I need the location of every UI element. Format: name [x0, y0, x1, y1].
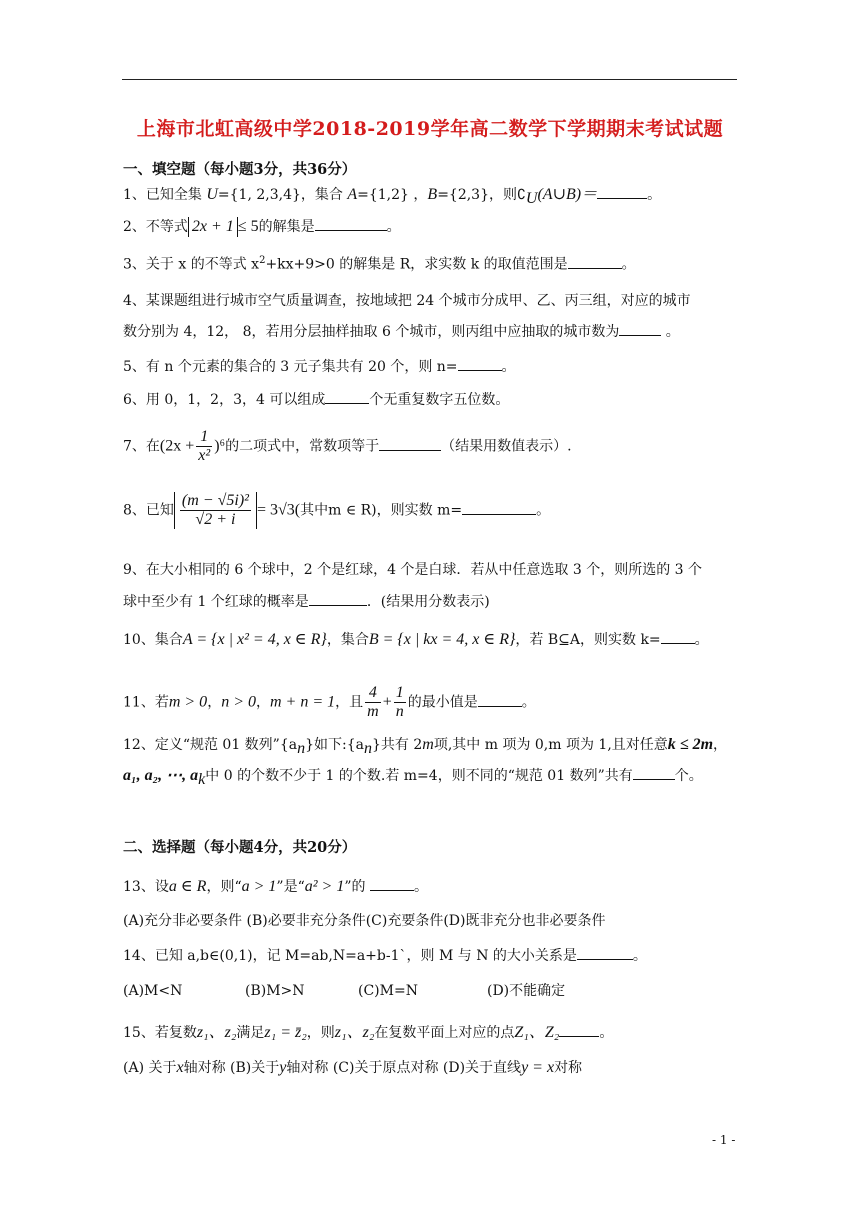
q1-expression: (A∪B)＝ [537, 186, 598, 203]
question-15-options [123, 1058, 582, 1078]
header-rule [122, 79, 737, 80]
q12-subscript-k: k [198, 770, 206, 788]
section-choice-heading: 二、选择题（每小题4分，共20分） [123, 839, 357, 856]
answer-blank [325, 389, 369, 404]
q13-text: ”的 [344, 879, 370, 895]
q8-abs-expression [174, 492, 257, 529]
q3-text: 。 [621, 256, 636, 273]
answer-blank [619, 321, 661, 336]
q2-text: 2、不等式 [123, 219, 188, 235]
q1-set-b: B [427, 186, 438, 203]
q15-option-text: 对称 [554, 1060, 583, 1076]
q10-text: ，集合 [326, 632, 369, 648]
page-number: - 1 - [712, 1133, 736, 1147]
q12-condition: k ≤ 2m [667, 736, 714, 753]
question-14 [123, 945, 647, 966]
answer-blank [315, 216, 387, 231]
q7-fraction [196, 428, 212, 465]
q15-text: 在复数平面上对应的点 [374, 1025, 515, 1041]
question-8 [123, 492, 550, 529]
question-13-options: (A)充分非必要条件 (B)必要非充分条件(C)充要条件(D)既非充分也非必要条件 [123, 913, 606, 929]
q11-denominator-2: n [395, 703, 404, 720]
q1-set-u: U [206, 186, 218, 203]
answer-blank [559, 1022, 599, 1037]
q11-separator: ， [255, 694, 270, 711]
question-11 [123, 684, 536, 721]
q15-axis-y: y [279, 1059, 287, 1076]
q7-text: （结果用数值表示）. [441, 438, 572, 455]
question-4-line-1: 4、某课题组进行城市空气质量调查，按地域把 24 个城市分成甲、乙、丙三组，对应的城市 [123, 293, 691, 309]
q3-text: +kx+9>0 的解集是 R，求实数 k 的取值范围是 [265, 256, 568, 273]
q12-text: }如下:{a [305, 737, 364, 753]
question-9-line-1: 9、在大小相同的 6 个球中，2 个是红球，4 个是白球．若从中任意选取 3 个，则所选的 3 个 [123, 562, 703, 578]
q1-set-a: A [347, 186, 358, 203]
question-3 [123, 251, 636, 275]
q11-text: 的最小值是 [407, 694, 478, 711]
q13-statement-q: a² > 1 [304, 878, 345, 895]
q11-plus: + [382, 693, 392, 711]
q4-text: 数分别为 4，12， 8，若用分层抽样抽取 6 个城市，则丙组中应抽取的城市数为 [123, 324, 620, 340]
answer-blank [633, 765, 675, 780]
q8-numerator: (m − √5i)² [181, 492, 249, 509]
q13-text: ”是“ [276, 879, 305, 895]
q12-text: 12、定义“规范 01 数列”{a [123, 737, 298, 753]
q15-points: Z₁、Z₂ [514, 1024, 560, 1041]
question-15 [123, 1022, 613, 1043]
q1-text: ={1, 2,3,4}，集合 [217, 187, 348, 203]
q1-text: ={2,3}，则∁ [437, 187, 526, 203]
answer-blank [661, 629, 695, 644]
q10-text: 10、集合 [123, 632, 183, 648]
q11-condition-n: n > 0 [221, 693, 256, 711]
q12-text: 项,其中 m 项为 0,m 项为 1,且对任意 [433, 737, 668, 753]
q12-text: 中 0 的个数不少于 1 的个数.若 m=4，则不同的“规范 01 数列”共有 [205, 768, 633, 784]
q1-text: 1、已知全集 [123, 187, 207, 203]
q11-fraction-2 [394, 684, 406, 721]
answer-blank [309, 591, 367, 606]
q14-option-b: (B)M>N [245, 983, 305, 999]
q8-text: 8、已知 [123, 502, 174, 519]
q13-statement-p: a > 1 [241, 878, 277, 895]
q8-text: 。 [536, 502, 551, 519]
q10-text: ，若 B⊆A，则实数 k= [515, 632, 661, 648]
q2-text: 的解集是 [258, 219, 315, 235]
question-9-line-2 [123, 591, 490, 612]
question-13 [123, 876, 428, 897]
q15-complex-numbers: z₁、z₂ [196, 1024, 237, 1041]
page-title: 上海市北虹高级中学2018-2019学年高二数学下学期期末考试试题 [136, 118, 724, 140]
q12-text: 个。 [674, 768, 703, 784]
q6-text: 6、用 0，1，2，3，4 可以组成 [123, 392, 326, 408]
q14-option-c: (C)M=N [358, 983, 418, 999]
answer-blank [577, 945, 633, 960]
q12-text: ， [713, 737, 728, 753]
q15-text: 15、若复数 [123, 1025, 197, 1041]
q13-text: 13、设 [123, 879, 169, 895]
q14-text: 14、已知 a,b∈(0,1)，记 M=ab,N=a+b-1`，则 M 与 N 的大小关系是 [123, 948, 577, 964]
q15-text: 满足 [236, 1025, 265, 1041]
q15-option-text: 轴对称 (C)关于原点对称 (D)关于直线 [286, 1060, 522, 1076]
q9-text: ．(结果用分数表示) [366, 594, 490, 610]
q6-text: 个无重复数字五位数。 [369, 392, 510, 408]
q13-text: ，则“ [206, 879, 242, 895]
q12-subscript: n [364, 739, 372, 757]
answer-blank [379, 436, 441, 451]
question-12-line-1 [123, 735, 727, 759]
q2-inequality: ≤ 5 [237, 218, 259, 235]
section-fill-in-heading: 一、填空题（每小题3分，共36分） [123, 161, 357, 178]
q15-option-text: 轴对称 (B)关于 [183, 1060, 280, 1076]
q7-text: 的二项式中，常数项等于 [225, 438, 380, 455]
q15-text: 。 [599, 1025, 614, 1041]
question-1 [123, 184, 661, 209]
q11-text: ，且 [335, 694, 364, 711]
question-5 [123, 356, 516, 377]
q15-option-text: (A) 关于 [123, 1060, 177, 1076]
q11-text: 。 [521, 694, 536, 711]
q12-text: }共有 2 [372, 737, 423, 753]
q10-set-a: A = {x | x² = 4, x ∈ R} [182, 631, 327, 648]
q15-condition: z₁ = z̄₂ [264, 1024, 307, 1041]
q15-complex-numbers: z₁、z₂ [334, 1024, 375, 1041]
q7-denominator: x² [198, 447, 211, 464]
q11-condition-m: m > 0 [168, 693, 208, 711]
q15-axis-x: x [176, 1059, 184, 1076]
q12-subscript: n [297, 739, 306, 757]
q8-text: ，则实数 m= [376, 502, 463, 519]
q14-text: 。 [632, 948, 647, 964]
q7-text: 7、在 [123, 438, 160, 455]
q7-binomial-start: (2x + [159, 437, 195, 455]
q1-text: ={1,2} ， [357, 187, 428, 203]
q2-text: 。 [386, 219, 401, 235]
answer-blank [478, 692, 522, 707]
q11-text: 11、若 [123, 694, 169, 711]
question-2 [123, 216, 401, 237]
answer-blank [597, 184, 647, 199]
q4-text: 。 [661, 324, 680, 340]
q8-fraction [180, 492, 251, 529]
q15-text: ，则 [306, 1025, 335, 1041]
q8-condition: 其中m ∈ R) [300, 502, 377, 519]
q7-numerator: 1 [196, 428, 212, 447]
q13-text: 。 [413, 879, 428, 895]
answer-blank [462, 500, 536, 515]
q13-condition: a ∈ R [168, 878, 207, 895]
q1-text: 。 [647, 187, 662, 203]
q10-set-b: B = {x | kx = 4, x ∈ R} [368, 631, 516, 648]
q15-line-equation: y = x [521, 1059, 555, 1076]
q5-text: 5、有 n 个元素的集合的 3 元子集共有 20 个，则 n= [123, 359, 458, 375]
q8-denominator: √2 + i [195, 511, 236, 528]
q1-subscript-u: U [525, 189, 538, 207]
question-7 [123, 428, 572, 465]
q12-variable-m: m [422, 736, 434, 753]
question-4-line-2 [123, 321, 680, 342]
answer-blank [568, 254, 622, 269]
q12-sequence: a₁, a₂, ⋯, a [123, 767, 199, 784]
question-12-line-2 [123, 765, 703, 790]
q3-superscript: 2 [259, 255, 266, 266]
q11-separator: ， [207, 694, 222, 711]
q11-denominator-1: m [367, 703, 379, 720]
question-6 [123, 389, 509, 410]
q14-option-a: (A)M<N [123, 983, 183, 999]
answer-blank [370, 876, 414, 891]
q8-equation: = 3√3( [256, 501, 301, 519]
q5-text: 。 [501, 359, 516, 375]
q9-text: 球中至少有 1 个红球的概率是 [123, 594, 309, 610]
q11-numerator-1: 4 [365, 684, 381, 703]
q11-condition-sum: m + n = 1 [269, 693, 336, 711]
question-10 [123, 629, 709, 650]
q11-numerator-2: 1 [395, 684, 404, 701]
q7-binomial-end: )⁶ [214, 437, 226, 455]
answer-blank [458, 356, 502, 371]
q10-text: 。 [694, 632, 709, 648]
q11-fraction-1 [365, 684, 381, 721]
q3-text: 3、关于 x 的不等式 x [123, 256, 260, 273]
q2-abs-expression: 2x + 1 [188, 217, 238, 237]
q14-option-d: (D)不能确定 [487, 983, 566, 999]
